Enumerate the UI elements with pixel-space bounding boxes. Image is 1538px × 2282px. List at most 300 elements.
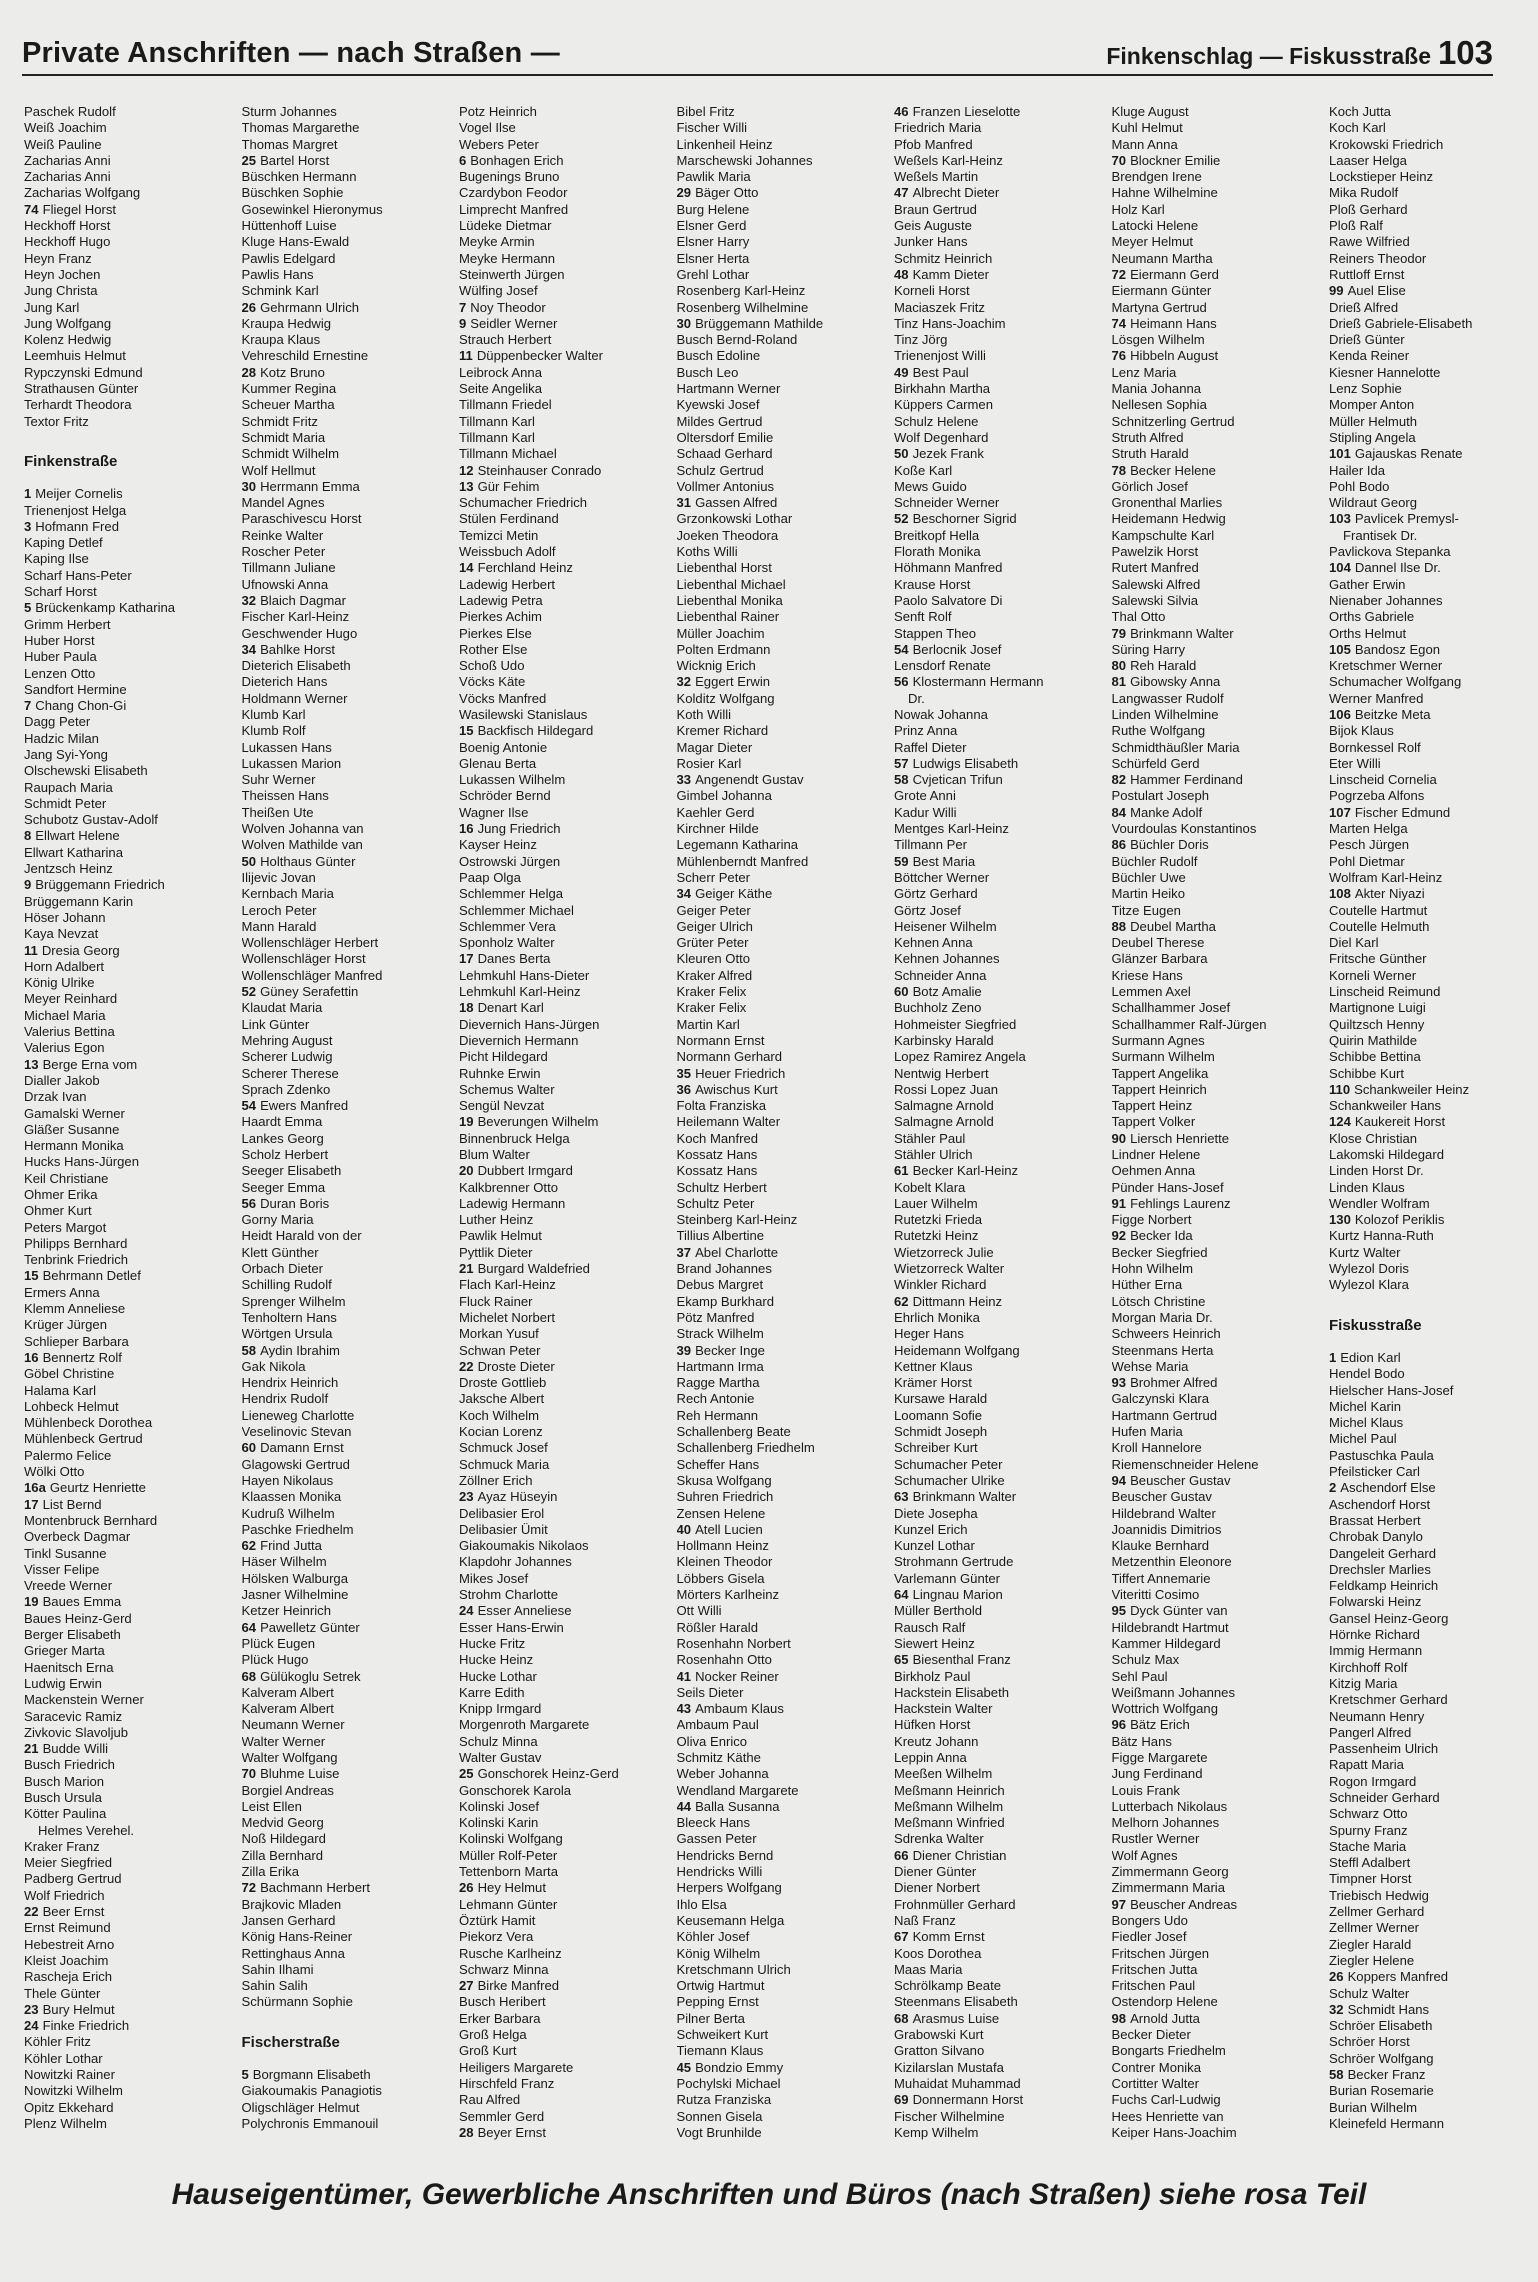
resident-name: Pötz Manfred [676,1309,755,1325]
house-number: 1 [1329,1349,1337,1365]
resident-name: Diete Josepha [894,1505,978,1521]
resident-entry [24,1953,241,1969]
resident-entry [459,593,676,609]
resident-name: Strack Wilhelm [676,1326,764,1342]
resident-entry [894,756,1111,772]
resident-name: Aschendorf Horst [1329,1496,1431,1512]
resident-entry [24,910,241,926]
resident-entry [1329,691,1538,707]
resident-entry [677,1571,894,1587]
house-number: 44 [676,1798,692,1814]
resident-name: Thomas Margret [241,136,338,152]
resident-entry [24,1073,241,1089]
resident-name: Kurtz Walter [1329,1244,1401,1260]
resident-entry [894,968,1111,984]
resident-name: Bongarts Friedhelm [1111,2043,1226,2059]
resident-name: Lopez Ramirez Angela [894,1049,1026,1065]
resident-entry [677,1277,894,1293]
resident-name: Heger Hans [894,1326,964,1342]
resident-entry [894,430,1111,446]
resident-name: Hendricks Bernd [676,1847,774,1863]
resident-name: Schwarz Minna [459,1961,549,1977]
resident-name: Fischer Edmund [1354,804,1451,820]
resident-entry [459,365,676,381]
resident-entry [459,1799,676,1815]
resident-entry [677,332,894,348]
house-number: 54 [241,1098,257,1114]
resident-entry [24,1578,241,1594]
resident-entry [24,1138,241,1154]
resident-entry [677,951,894,967]
resident-entry [1112,1131,1329,1147]
resident-entry [894,1685,1111,1701]
resident-name: Korneli Werner [1329,967,1417,983]
resident-name: Knipp Irmgard [459,1701,542,1717]
resident-entry [242,2083,459,2099]
resident-entry [242,1783,459,1799]
resident-entry [677,1180,894,1196]
resident-entry [459,1326,676,1342]
resident-entry [894,397,1111,413]
resident-entry [677,1994,894,2010]
resident-entry [242,1163,459,1179]
resident-entry [24,1024,241,1040]
resident-name: Kiesner Hannelotte [1329,364,1441,380]
resident-entry [24,1823,241,1839]
resident-name: Gehrmann Ulrich [260,299,360,315]
resident-name: Palermo Felice [24,1447,112,1463]
resident-entry [242,479,459,495]
resident-name: Gonschorek Karola [459,1782,572,1798]
resident-entry [1112,381,1329,397]
resident-name: Duran Boris [260,1195,330,1211]
resident-entry [1329,560,1538,576]
resident-entry [459,137,676,153]
resident-name: Hendrix Rudolf [241,1391,329,1407]
resident-entry [24,218,241,234]
resident-name: Kolinski Wolfgang [459,1831,563,1847]
resident-entry [894,1114,1111,1130]
resident-entry [894,348,1111,364]
resident-name: Rascheja Erich [24,1969,113,1985]
resident-name: Hucke Lothar [459,1668,537,1684]
resident-entry [24,633,241,649]
resident-entry [242,1343,459,1359]
resident-name: Meyer Helmut [1111,234,1193,250]
resident-entry [24,1480,241,1496]
house-number: 26 [241,299,257,315]
resident-entry [1329,479,1538,495]
resident-name: Peters Margot [24,1219,107,1235]
resident-name: Bahlke Horst [260,641,336,657]
resident-name: Ott Willi [676,1603,722,1619]
resident-entry [24,316,241,332]
resident-entry [1112,1147,1329,1163]
resident-entry [459,1636,676,1652]
resident-entry [459,1196,676,1212]
resident-name: Linscheid Cornelia [1329,772,1437,788]
resident-entry [1112,2092,1329,2108]
resident-name: Tillius Albertine [676,1228,765,1244]
resident-name: Keil Christiane [24,1170,109,1186]
resident-entry [1329,544,1538,560]
resident-name: Kunzel Lothar [894,1538,975,1554]
resident-name: Rutert Manfred [1111,560,1199,576]
house-number: 54 [894,641,909,657]
resident-name: Giakoumakis Panagiotis [241,2083,382,2099]
resident-name: Schürfeld Gerd [1111,755,1200,771]
resident-entry [677,1864,894,1880]
resident-entry [894,1049,1111,1065]
resident-name: Scharf Horst [24,584,97,600]
resident-name: Gimbel Johanna [676,788,772,804]
resident-entry [242,1685,459,1701]
resident-entry [1112,1180,1329,1196]
resident-entry [1112,1669,1329,1685]
house-number: 32 [241,592,257,608]
resident-name: Normann Gerhard [676,1049,783,1065]
resident-entry [242,1000,459,1016]
resident-name: Zacharias Anni [24,169,111,185]
resident-name: Tenholtern Hans [241,1309,337,1325]
resident-entry [24,682,241,698]
resident-entry [894,544,1111,560]
resident-name: Holz Karl [1111,201,1165,217]
resident-entry [24,1627,241,1643]
resident-entry [242,1082,459,1098]
resident-name: Pawlis Hans [241,266,314,282]
resident-entry [24,2116,241,2132]
resident-name: Liebenthal Horst [676,560,772,576]
resident-entry [24,1529,241,1545]
resident-name: Geurtz Henriette [49,1480,146,1496]
resident-entry [1112,658,1329,674]
resident-entry [894,1310,1111,1326]
resident-entry [1329,854,1538,870]
resident-entry [1329,2067,1538,2083]
resident-entry [24,1317,241,1333]
resident-entry [677,348,894,364]
resident-entry [459,1652,676,1668]
resident-name: Gassen Alfred [695,495,778,511]
resident-name: Bibel Fritz [676,104,735,119]
resident-entry [24,1692,241,1708]
resident-name: Mann Harald [241,918,317,934]
resident-name: Olschewski Elisabeth [24,763,148,779]
resident-name: Langwasser Rudolf [1111,690,1224,706]
resident-entry [459,788,676,804]
resident-entry [677,1440,894,1456]
resident-entry [242,756,459,772]
resident-entry [1112,511,1329,527]
resident-name: Triebisch Hedwig [1329,1887,1429,1903]
resident-name: Schröer Horst [1329,2034,1410,2050]
resident-entry [1112,1408,1329,1424]
resident-name: Burg Helene [676,201,750,217]
resident-name: Busch Bernd-Roland [676,332,798,348]
resident-entry [894,1066,1111,1082]
resident-name: Ernst Reimund [24,1920,111,1936]
resident-name: Geiger Peter [676,902,751,918]
resident-name: Zellmer Gerhard [1329,1904,1425,1920]
resident-entry [459,2027,676,2043]
resident-name: Schallenberg Beate [676,1424,791,1440]
resident-entry [1112,1685,1329,1701]
resident-entry [242,1440,459,1456]
resident-entry [1329,2002,1538,2018]
resident-entry [459,837,676,853]
resident-entry [1329,316,1538,332]
resident-entry [24,1839,241,1855]
house-number: 94 [1111,1472,1127,1488]
resident-name: Görlich Josef [1111,478,1188,494]
resident-name: Kolinski Karin [459,1815,539,1831]
resident-entry [1329,886,1538,902]
resident-name: Schankweiler Heinz [1354,1081,1470,1097]
resident-name: Gür Fehim [477,478,540,494]
resident-name: Mann Anna [1111,136,1178,152]
resident-name: Meyer Reinhard [24,991,118,1007]
resident-name: Wolven Johanna van [241,821,364,837]
resident-name: Kemp Wilhelm [894,2124,979,2140]
resident-name: Krause Horst [894,576,971,592]
house-number: 60 [241,1440,257,1456]
resident-entry [1112,1636,1329,1652]
resident-name: Potz Heinrich [459,104,537,119]
house-number: 52 [241,984,257,1000]
resident-name: Noy Theodor [470,299,546,315]
resident-entry [894,1391,1111,1407]
resident-name: Seils Dieter [676,1684,744,1700]
resident-entry [24,486,241,502]
resident-entry [24,1057,241,1073]
resident-entry [24,2034,241,2050]
resident-entry [1329,2083,1538,2099]
resident-name: Hey Helmut [477,1880,546,1896]
resident-entry [894,626,1111,642]
resident-name: Rech Antonie [676,1391,755,1407]
resident-name: König Ulrike [24,975,95,991]
house-number: 31 [676,495,692,511]
resident-entry [242,1750,459,1766]
resident-name: Quirin Mathilde [1329,1032,1418,1048]
resident-name: Behrmann Detlef [42,1268,141,1284]
resident-name: Klose Christian [1329,1130,1418,1146]
resident-name: Edion Karl [1340,1349,1401,1365]
resident-entry [1112,1261,1329,1277]
resident-name: Lukassen Hans [241,739,332,755]
resident-entry [1329,1546,1538,1562]
resident-entry [1112,1391,1329,1407]
resident-entry [1112,153,1329,169]
resident-entry [1112,104,1329,120]
resident-name: Blaich Dagmar [260,592,346,608]
resident-entry [1329,332,1538,348]
resident-name: Chrobak Danylo [1329,1529,1423,1545]
resident-entry [1112,626,1329,642]
resident-entry [24,202,241,218]
resident-entry [24,300,241,316]
resident-name: Fischer Karl-Heinz [241,609,350,625]
resident-entry [1329,1676,1538,1692]
resident-name: Bleeck Hans [676,1815,751,1831]
resident-name: Plück Eugen [241,1635,316,1651]
resident-name: Hucks Hans-Jürgen [24,1154,139,1170]
resident-entry [1112,1620,1329,1636]
resident-entry [1112,1343,1329,1359]
house-number: 48 [894,266,909,282]
resident-entry [1329,1082,1538,1098]
resident-entry [1112,1962,1329,1978]
resident-name: Tinz Hans-Joachim [894,315,1006,331]
resident-name: Herpers Wolfgang [676,1880,782,1896]
house-number: 34 [676,886,692,902]
resident-name: Kurtz Hanna-Ruth [1329,1228,1434,1244]
resident-entry [1329,267,1538,283]
resident-name: Awischus Kurt [695,1081,778,1097]
resident-entry [24,1937,241,1953]
resident-name: Schumacher Wolfgang [1329,674,1462,690]
resident-name: Meeßen Wilhelm [894,1766,993,1782]
resident-entry [1112,495,1329,511]
resident-entry [1329,365,1538,381]
resident-name: Wolf Friedrich [24,1887,105,1903]
resident-entry [1112,1277,1329,1293]
resident-entry [1112,1082,1329,1098]
resident-entry [242,1522,459,1538]
resident-entry [1329,2018,1538,2034]
resident-name: Schulz Minna [459,1733,538,1749]
house-number: 26 [1329,1969,1344,1985]
resident-entry [894,120,1111,136]
house-number: 16 [24,1349,39,1365]
resident-entry [459,1766,676,1782]
resident-name: Helmes Verehel. [38,1822,135,1838]
resident-entry [242,1994,459,2010]
resident-entry [459,577,676,593]
resident-name: Fluck Rainer [459,1293,533,1309]
resident-entry [894,365,1111,381]
resident-entry [1112,463,1329,479]
resident-name: Kernbach Maria [241,886,334,902]
resident-entry [1112,1033,1329,1049]
resident-name: Droste Gottlieb [459,1375,547,1391]
resident-entry [1329,1383,1538,1399]
resident-name: König Wilhelm [676,1945,761,1961]
resident-entry [24,2067,241,2083]
resident-entry [677,1913,894,1929]
resident-entry [1329,397,1538,413]
resident-name: Weßels Karl-Heinz [894,152,1003,168]
resident-entry [459,1408,676,1424]
resident-name: Mörters Karlheinz [676,1587,780,1603]
resident-entry [242,414,459,430]
resident-entry [1112,740,1329,756]
house-number: 16 [459,821,474,837]
resident-name: Boenig Antonie [459,739,548,755]
resident-entry [242,1554,459,1570]
resident-entry [894,577,1111,593]
resident-entry [459,1228,676,1244]
house-number: 107 [1329,804,1351,820]
resident-name: Bluhme Luise [260,1766,340,1782]
house-number: 70 [1111,152,1127,168]
resident-name: Maas Maria [894,1961,963,1977]
house-number: 106 [1329,706,1351,722]
resident-name: Martin Karl [676,1016,740,1032]
resident-entry [677,984,894,1000]
resident-name: Geschwender Hugo [241,625,358,641]
resident-name: Kleinen Theodor [676,1554,773,1570]
resident-name: Kaping Ilse [24,551,89,567]
resident-name: Metzenthin Eleonore [1111,1554,1232,1570]
resident-entry [24,1725,241,1741]
resident-entry [894,1131,1111,1147]
resident-name: Lösgen Wilhelm [1111,332,1205,348]
resident-name: Leemhuis Helmut [24,348,126,364]
house-number: 16a [24,1480,46,1496]
resident-name: Schrölkamp Beate [894,1978,1001,1994]
resident-entry [242,1669,459,1685]
resident-name: Eiermann Günter [1111,283,1212,299]
resident-name: Drieß Günter [1329,332,1405,348]
resident-entry [1329,1709,1538,1725]
column-2 [242,104,459,2156]
house-number: 7 [24,698,32,714]
resident-entry [1112,1815,1329,1831]
resident-entry [459,1848,676,1864]
resident-entry [242,1408,459,1424]
resident-entry [677,1049,894,1065]
resident-name: Kirchner Hilde [676,821,759,837]
resident-entry [1112,2109,1329,2125]
resident-entry [459,1978,676,1994]
resident-name: Wollenschläger Horst [241,951,366,967]
resident-entry [242,1310,459,1326]
resident-entry [459,185,676,201]
resident-name: Pyttlik Dieter [459,1244,533,1260]
resident-entry [24,1611,241,1627]
resident-entry [1329,120,1538,136]
column-6 [1112,104,1329,2156]
resident-entry [1329,1806,1538,1822]
resident-entry [894,332,1111,348]
house-number: 58 [241,1342,257,1358]
resident-name: Meyke Armin [459,234,535,250]
resident-entry [1329,2034,1538,2050]
resident-entry [242,968,459,984]
resident-name: Haenitsch Erna [24,1659,114,1675]
resident-entry [24,503,241,519]
resident-entry [1329,1163,1538,1179]
resident-entry [242,1457,459,1473]
resident-name: Latocki Helene [1111,218,1199,234]
resident-entry [1329,1147,1538,1163]
resident-name: Dieterich Elisabeth [241,658,351,674]
resident-name: Löbbers Gisela [676,1570,765,1586]
resident-entry [24,1187,241,1203]
resident-entry [242,870,459,886]
resident-name: Wolf Degenhard [894,429,989,445]
resident-entry [1329,674,1538,690]
resident-name: Sprenger Wilhelm [241,1293,346,1309]
resident-name: Wolven Mathilde van [241,837,363,853]
resident-entry [1112,185,1329,201]
resident-entry [677,1310,894,1326]
resident-entry [894,1457,1111,1473]
resident-name: Schlemmer Vera [459,918,556,934]
resident-entry [242,1228,459,1244]
